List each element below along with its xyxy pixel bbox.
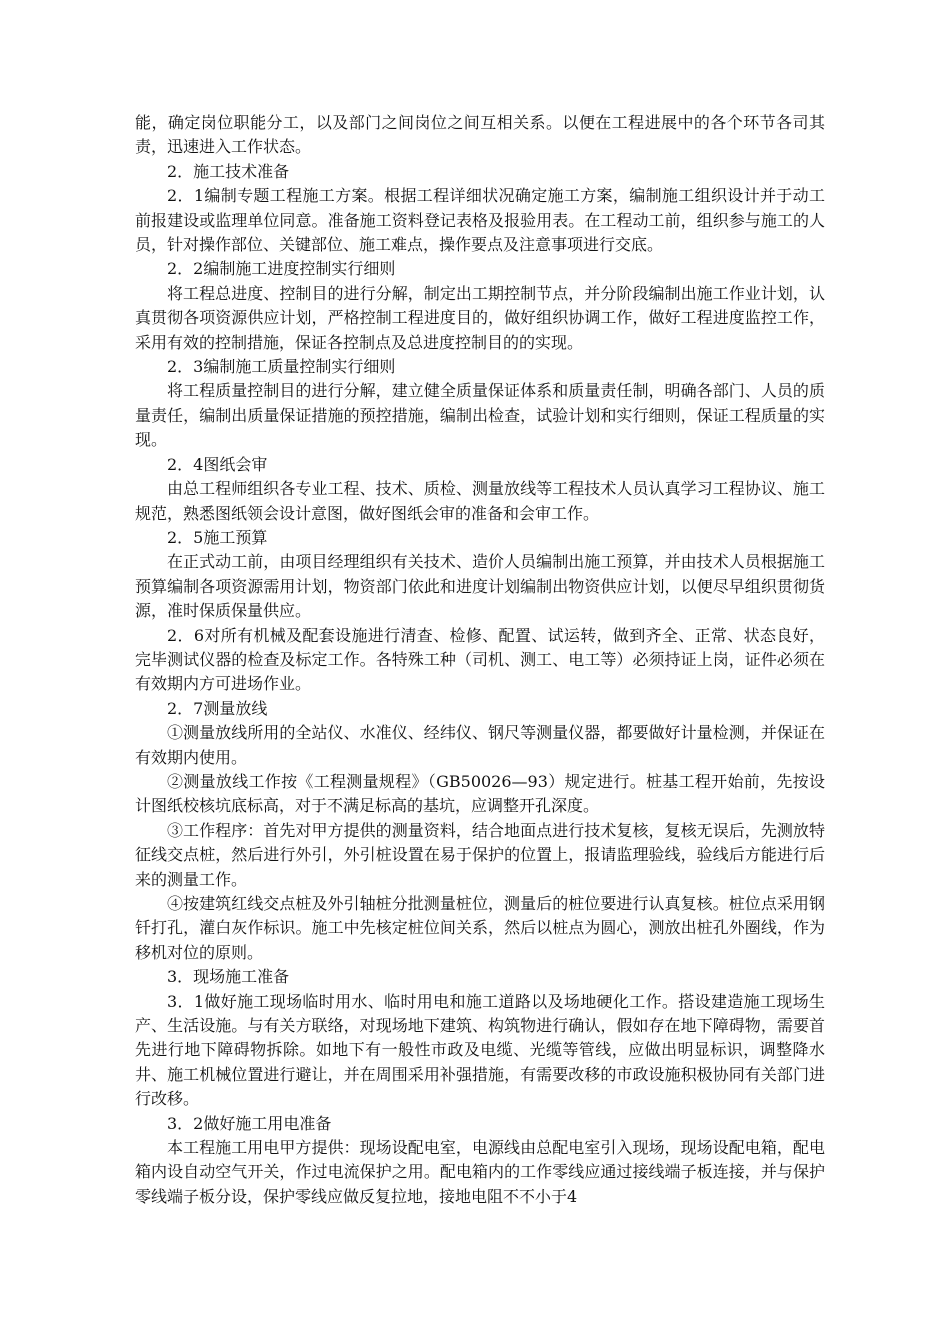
- body-paragraph: 2．6对所有机械及配套设施进行清查、检修、配置、试运转，做到齐全、正常、状态良好，完毕测试仪器的检查及标定工作。各特殊工种（司机、测工、电工等）必须持证上岗，证件必须在有效期内方可进场作业。: [135, 625, 825, 694]
- body-paragraph: 由总工程师组织各专业工程、技术、质检、测量放线等工程技术人员认真学习工程协议、施工规范，熟悉图纸领会设计意图，做好图纸会审的准备和会审工作。: [135, 479, 825, 523]
- document-page: [135, 111, 825, 1209]
- body-paragraph: 3．1做好施工现场临时用水、临时用电和施工道路以及场地硬化工作。搭设建造施工现场生产、生活设施。与有关方联络，对现场地下建筑、构筑物进行确认，假如存在地下障碍物，需要首先进行地下障碍物拆除。如地下有一般性市政及电缆、光缆等管线，应做出明显标识，调整降水井、施工机械位置进行避让，并在周围采用补强措施，有需要改移的市政设施积极协同有关部门进行改移。: [135, 991, 825, 1109]
- list-item: ③工作程序：首先对甲方提供的测量资料，结合地面点进行技术复核，复核无误后，先测放特征线交点桩，然后进行外引，外引桩设置在易于保护的位置上，报请监理验线，验线后方能进行后来的测量工作。: [135, 820, 825, 889]
- section-heading: 2．7测量放线: [167, 698, 268, 718]
- body-paragraph: 将工程总进度、控制目的进行分解，制定出工期控制节点，并分阶段编制出施工作业计划，认真贯彻各项资源供应计划，严格控制工程进度目的，做好组织协调工作，做好工程进度监控工作，采用有效的控制措施，保证各控制点及总进度控制目的的实现。: [135, 283, 825, 352]
- body-paragraph: 将工程质量控制目的进行分解，建立健全质量保证体系和质量责任制，明确各部门、人员的质量责任，编制出质量保证措施的预控措施，编制出检查，试验计划和实行细则，保证工程质量的实现。: [135, 381, 825, 450]
- section-heading: 3．现场施工准备: [167, 967, 290, 987]
- body-paragraph: 本工程施工用电甲方提供：现场设配电室，电源线由总配电室引入现场，现场设配电箱，配电箱内设自动空气开关，作过电流保护之用。配电箱内的工作零线应通过接线端子板连接，并与保护零线端子板分设，保护零线应做反复拉地，接地电阻不不小于4: [135, 1138, 825, 1206]
- body-paragraph: 在正式动工前，由项目经理组织有关技术、造价人员编制出施工预算，并由技术人员根据施工预算编制各项资源需用计划，物资部门依此和进度计划编制出物资供应计划，以便尽早组织贯彻货源，准时保质保量供应。: [135, 552, 825, 621]
- body-paragraph: 能，确定岗位职能分工，以及部门之间岗位之间互相关系。以便在工程进展中的各个环节各司其责，迅速进入工作状态。: [135, 113, 825, 157]
- section-heading: 2．4图纸会审: [167, 454, 268, 474]
- section-heading: 3．2做好施工用电准备: [167, 1113, 332, 1133]
- section-heading: 2．2编制施工进度控制实行细则: [167, 259, 396, 279]
- section-heading: 2．5施工预算: [167, 527, 268, 547]
- list-item: ①测量放线所用的全站仪、水准仪、经纬仪、钢尺等测量仪器，都要做好计量检测，并保证在有效期内使用。: [135, 723, 825, 767]
- list-item: ④按建筑红线交点桩及外引轴桩分批测量桩位，测量后的桩位要进行认真复核。桩位点采用钢钎打孔，灌白灰作标识。施工中先核定桩位间关系，然后以桩点为圆心，测放出桩孔外圈线，作为移机对位的原则。: [135, 894, 825, 962]
- body-paragraph: 2．1编制专题工程施工方案。根据工程详细状况确定施工方案，编制施工组织设计并于动工前报建设或监理单位同意。准备施工资料登记表格及报验用表。在工程动工前，组织参与施工的人员，针对操作部位、关键部位、施工难点，操作要点及注意事项进行交底。: [135, 186, 825, 255]
- section-heading: 2．施工技术准备: [167, 161, 290, 181]
- section-heading: 2．3编制施工质量控制实行细则: [167, 357, 396, 377]
- list-item: ②测量放线工作按《工程测量规程》（GB50026—93）规定进行。桩基工程开始前，先按设计图纸校核坑底标高，对于不满足标高的基坑，应调整开孔深度。: [135, 771, 825, 816]
